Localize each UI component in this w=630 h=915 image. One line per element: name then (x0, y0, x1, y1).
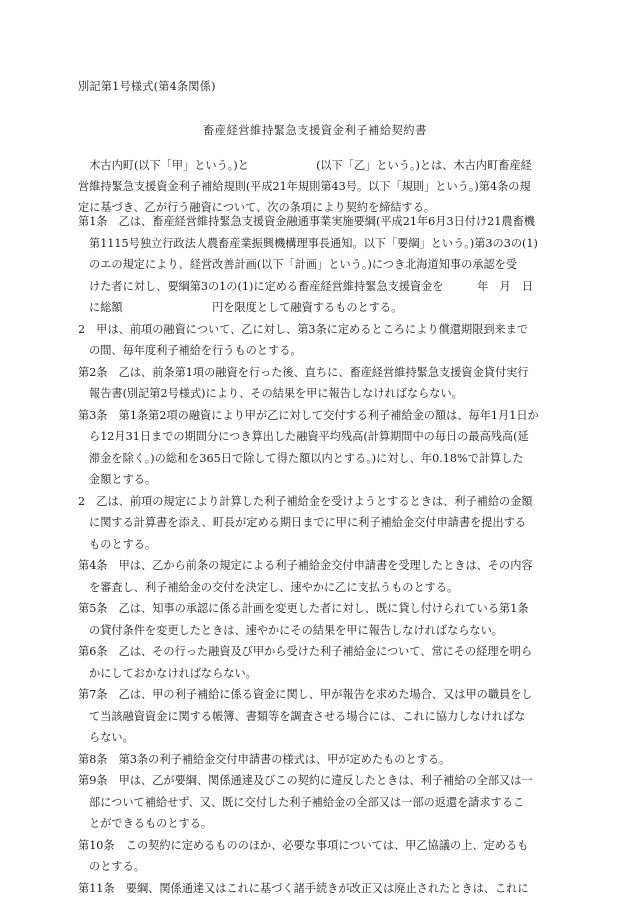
document-title: 畜産経営維持緊急支援資金利子補給契約書 (203, 124, 427, 137)
article-list (78, 211, 548, 899)
article (78, 684, 548, 749)
preamble-line: 木古内町(以下「甲」という。)と (以下「乙」という。)とは、木古内町畜産経 (78, 159, 532, 172)
article (78, 491, 548, 556)
article-first-line: 第4条 甲は、乙から前条の規定による利子補給金交付申請書を受理したときは、その内容 (78, 559, 533, 572)
form-label: 別記第1号様式(第4条関係) (78, 80, 216, 93)
article-first-line: 第2条 乙は、前条第1項の融資を行った後、直ちに、畜産経営維持緊急支援資金貸付実行 (78, 365, 529, 379)
article-line: の貸付条件を変更したときは、速やかにその結果を甲に報告しなければならない。 (89, 623, 503, 637)
article-line: て当該融資資金に関する帳簿、書類等を調査させる場合には、これに協力しなければな (89, 709, 526, 723)
article-line: ものとする。 (89, 537, 157, 551)
article-line: を審査し、利子補給金の交付を決定し、速やかに乙に支払うものとする。 (89, 580, 459, 594)
preamble (78, 155, 548, 219)
article (78, 598, 548, 641)
article-first-line: 第7条 乙は、甲の利子補給に係る資金に関し、甲が報告を求めた場合、又は甲の職員をし (78, 688, 533, 701)
preamble-line: 定に基づき、乙が行う融資について、次の条項により契約を締結する。 (78, 201, 436, 215)
article-line: かにしておかなければならない。 (89, 666, 257, 680)
article-first-line: 2 甲は、前項の融資について、乙に対し、第3条に定めるところにより償還期限到来まで (78, 322, 529, 336)
article-line: の間、毎年度利子補給を行うものとする。 (89, 344, 302, 357)
article (78, 211, 548, 319)
article-line: とができるものとする。 (89, 817, 213, 830)
article-line: 滞金を除く。)の総和を365日で除して得た額以内とする。)に対し、年0.18%で計算した (89, 451, 524, 465)
article-line: のエの規定により、経営改善計画(以下「計画」という。)につき北海道知事の承認を受 (89, 258, 518, 271)
article-line: のとする。 (89, 860, 145, 873)
article (78, 405, 548, 491)
article-line: 第1115号独立行政法人農畜産業振興機構理事長通知。以下「要綱」という。)第3の3の(1) (89, 236, 538, 250)
article-first-line: 第6条 乙は、その行った融資及び甲から受けた利子補給金について、常にその経理を明ら (78, 645, 533, 658)
article-first-line: 第5条 乙は、知事の承認に係る計画を変更した者に対し、既に貸し付けられている第1条 (78, 602, 529, 615)
article (78, 749, 548, 771)
article (78, 362, 548, 405)
article (78, 878, 548, 900)
article-line: けた者に対し、要綱第3の1の(1)に定める畜産経営維持緊急支援資金を 年 月 日 (89, 279, 534, 293)
article-line: らない。 (89, 731, 134, 744)
article-first-line: 第1条 乙は、畜産経営維持緊急支援資金融通事業実施要綱(平成21年6月3日付け21農畜機 (78, 215, 535, 228)
article-first-line: 第11条 要綱、関係通達又はこれに基づく諸手続きが改正又は廃止されたときは、これに (78, 881, 529, 895)
preamble-line: 営維持緊急支援資金利子補給規則(平成21年規則第43号。以下「規則」という。)第4条の規 (78, 180, 531, 194)
article-first-line: 第3条 第1条第2項の融資により甲が乙に対して交付する利子補給金の額は、毎年1月1日か (78, 408, 539, 422)
article-line: に関する計算書を添え、町長が定める期日までに甲に利子補給金交付申請書を提出する (89, 516, 526, 529)
article-line: 金額とする。 (89, 473, 157, 486)
article-line: 部について補給せず、又、既に交付した利子補給金の全部又は一部の返還を請求するこ (89, 795, 525, 809)
article (78, 770, 548, 835)
article-first-line: 第9条 甲は、乙が要綱、関係通達及びこの契約に違反したときは、利子補給の全部又は一 (78, 774, 533, 787)
article (78, 835, 548, 878)
article-first-line: 2 乙は、前項の規定により計算した利子補給金を受けようとするときは、利子補給の金額 (78, 494, 533, 508)
article-line: 報告書(別記第2号様式)により、その結果を甲に報告しなければならない。 (89, 387, 463, 400)
article (78, 319, 548, 362)
article (78, 555, 548, 598)
article-first-line: 第8条 第3条の利子補給金交付申請書の様式は、甲が定めたものとする。 (78, 752, 451, 766)
article (78, 641, 548, 684)
article-first-line: 第10条 この契約に定めるもののほか、必要な事項については、甲乙協議の上、定めるも (78, 838, 529, 852)
article-line: に総額 円を限度として融資するものとする。 (89, 301, 403, 314)
article-line: ら12月31日までの期間分につき算出した融資平均残高(計算期間中の毎日の最高残高(延 (89, 430, 529, 443)
